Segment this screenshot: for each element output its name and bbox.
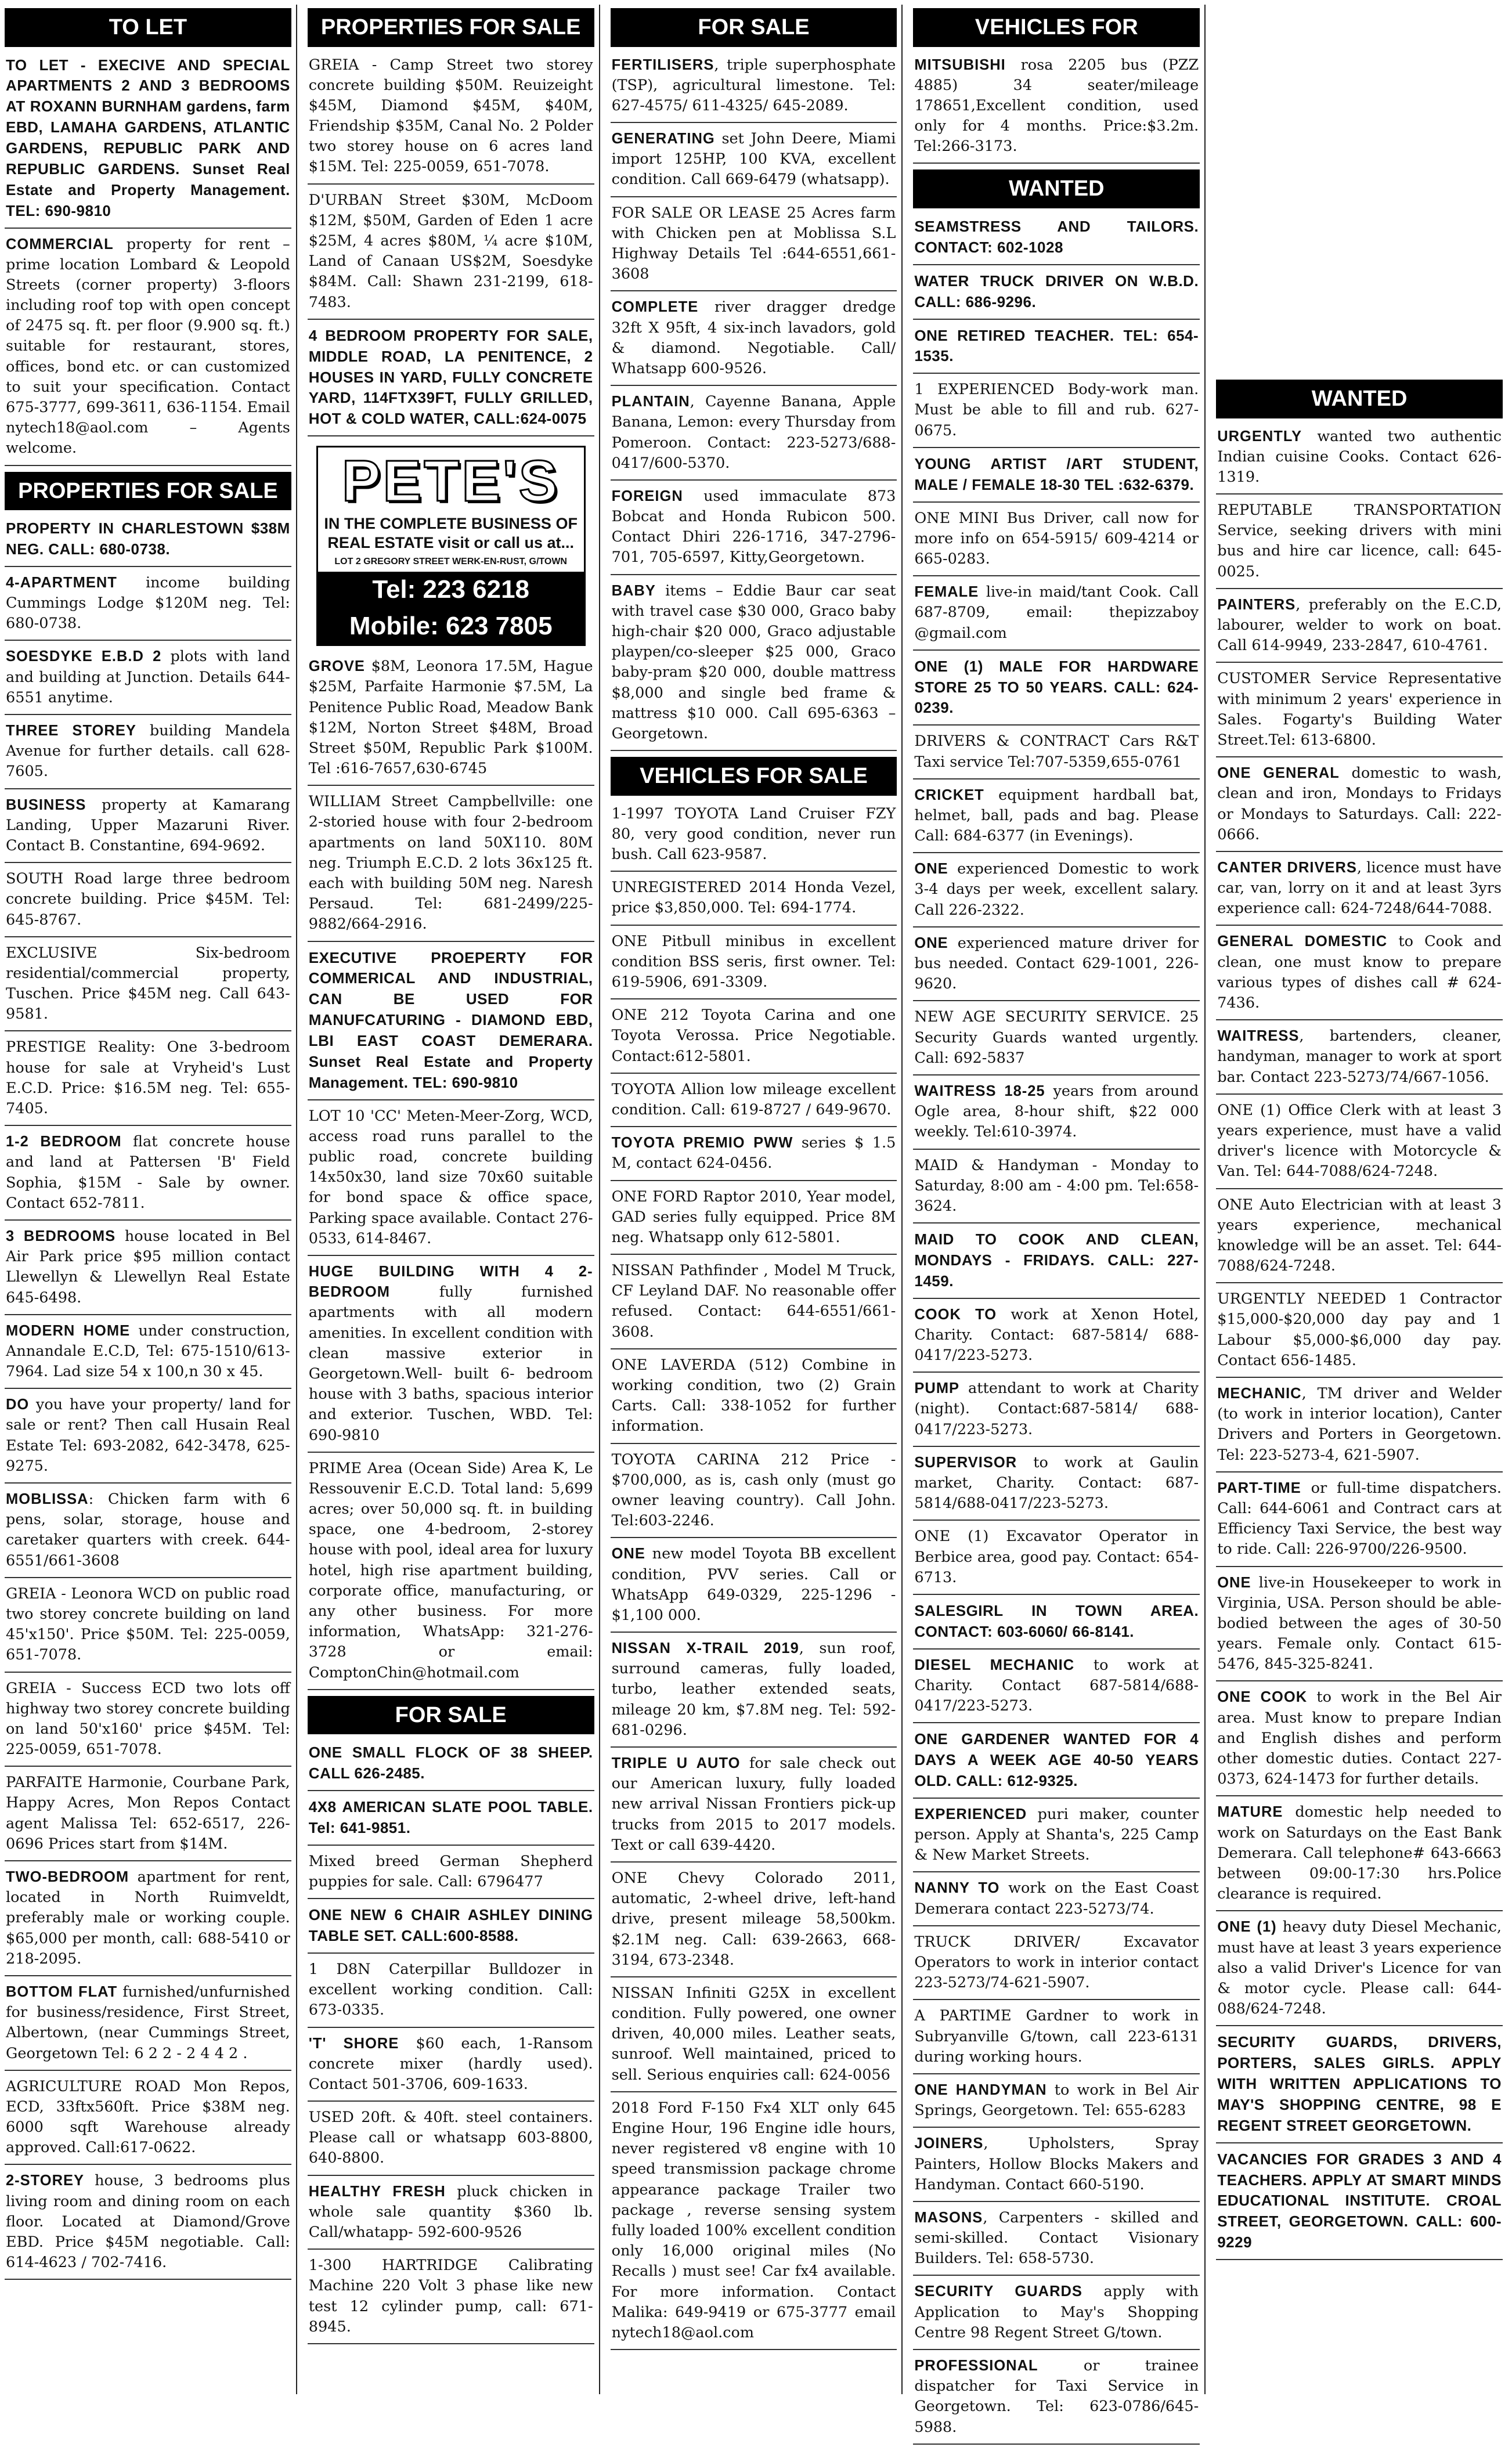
vehicles-list <box>611 800 897 2352</box>
ad-keyword: FEMALE <box>914 584 979 601</box>
ad-keyword: SUPERVISOR <box>914 1454 1017 1471</box>
ad-keyword: MITSUBISHI <box>914 56 1006 73</box>
ad-keyword: PART-TIME <box>1217 1479 1301 1496</box>
ad-keyword: EXPERIENCED <box>914 1806 1027 1822</box>
classified-ad: PART-TIME or full-time dispatchers. Call: 644-6061 and Contract cars at Efficiency Taxi Service, the best way to ride. Call: 226-9700/226-9500. <box>1216 1475 1503 1567</box>
classified-ad: 1-300 HARTRIDGE Calibrating Machine 220 Volt 3 phase like new test 12 cylinder pump, call: 671-8945. <box>308 2252 594 2344</box>
ad-keyword: ONE <box>914 861 948 878</box>
ad-keyword: DO <box>6 1396 30 1413</box>
classified-ad: COMPLETE river dragger dredge 32ft X 95ft, 4 six-inch lavadors, gold & diamond. Negotiable. Call/ Whatsapp 600-9526. <box>611 294 897 386</box>
classified-ad: ONE FORD Raptor 2010, Year model, GAD series fully equipped. Price 8M neg. Whatsapp only 612-5801. <box>611 1183 897 1255</box>
logo-address: LOT 2 GREGORY STREET WERK-EN-RUST, G/TOWN <box>334 556 567 566</box>
classified-ad: COOK TO work at Xenon Hotel, Charity. Contact: 687-5814/ 688-0417/223-5273. <box>913 1301 1200 1373</box>
classified-ad: GENERATING set John Deere, Miami import 125HP, 100 KVA, excellent condition. Call 669-6479 (whatsapp). <box>611 125 897 197</box>
ad-keyword: ONE <box>611 1546 645 1562</box>
classified-ad: MASONS, Carpenters - skilled and semi-skilled. Contact Visionary Builders. Tel: 658-5730. <box>913 2204 1200 2276</box>
classified-ad: THREE STOREY building Mandela Avenue for further details. call 628-7605. <box>5 717 291 789</box>
ad-keyword: MODERN HOME <box>6 1322 131 1339</box>
classified-ad: NEW AGE SECURITY SERVICE. 25 Security Guards wanted urgently. Call: 692-5837 <box>913 1004 1200 1075</box>
ad-keyword: WAITRESS 18-25 <box>914 1082 1045 1099</box>
classified-ad: ONE (1) Excavator Operator in Berbice area, good pay. Contact: 654-6713. <box>913 1523 1200 1595</box>
classified-ad: PROFESSIONAL or trainee dispatcher for Taxi Service in Georgetown. Tel: 623-0786/645-5988. <box>913 2352 1200 2445</box>
classified-ad: ONE GENERAL domestic to wash, clean and iron, Mondays to Fridays or Mondays to Saturdays. Call: 222-0666. <box>1216 760 1503 852</box>
ad-keyword: SOESDYKE E.B.D 2 <box>6 648 162 665</box>
ad-keyword: BUSINESS <box>6 796 86 813</box>
classified-ad: 4X8 AMERICAN SLATE POOL TABLE. Tel: 641-9851. <box>308 1793 594 1846</box>
ad-keyword: JOINERS <box>914 2135 984 2152</box>
classified-ad: ONE LAVERDA (512) Combine in working condition, two (2) Grain Carts. Call: 338-1052 for further information. <box>611 1352 897 1444</box>
column-5 <box>1216 5 1507 2394</box>
classified-ad: SUPERVISOR to work at Gaulin market, Charity. Contact: 687-5814/688-0417/223-5273. <box>913 1449 1200 1521</box>
ad-keyword: PROFESSIONAL <box>914 2358 1038 2374</box>
ad-keyword: NISSAN X-TRAIL 2019 <box>611 1640 799 1657</box>
classified-ad: ONE SMALL FLOCK OF 38 SHEEP. CALL 626-2485. <box>308 1739 594 1791</box>
ad-keyword: THREE STOREY <box>6 723 136 739</box>
section-header-for-sale-2: FOR SALE <box>611 8 897 47</box>
classified-ad: ONE (1) heavy duty Diesel Mechanic, must have at least 3 years experience also a valid Driver's Licence for van & motor cycle. Please call: 644-088/624-7248. <box>1216 1914 1503 2026</box>
classified-ad: MODERN HOME under construction, Annandale E.C.D, Tel: 675-1510/613-7964. Lad size 54 x 100,n 30 x 45. <box>5 1318 291 1389</box>
classified-ad: JOINERS, Upholsters, Spray Painters, Hollow Blocks Makers and Handyman. Contact 660-5190. <box>913 2130 1200 2202</box>
ad-keyword: MOBLISSA <box>6 1491 89 1508</box>
classified-ad: DRIVERS & CONTRACT Cars R&T Taxi service Tel:707-5359,655-0761 <box>913 728 1200 779</box>
classified-ad: FOREIGN used immaculate 873 Bobcat and Honda Rubicon 500. Contact Dhiri 226-1716, 347-2796-701, 705-6597, Kitty,Georgetown. <box>611 483 897 575</box>
classified-ad: CUSTOMER Service Representative with minimum 2 years' experience in Sales. Fogarty's Building Water Street.Tel: 613-6800. <box>1216 665 1503 757</box>
ad-keyword: PLANTAIN <box>611 394 690 410</box>
logo-brand: PETE'S <box>341 449 560 514</box>
ad-keyword: CRICKET <box>914 786 984 803</box>
ad-keyword: URGENTLY <box>1217 428 1302 445</box>
classified-ad: ONE Auto Electrician with at least 3 years experience, mechanical knowledge will be an asset. Tel: 644-7088/624-7248. <box>1216 1192 1503 1284</box>
classified-ad: DIESEL MECHANIC to work at Charity. Contact 687-5814/688-0417/223-5273. <box>913 1652 1200 1724</box>
classifieds-page <box>5 5 1507 2436</box>
classified-ad: 4-APARTMENT income building Cummings Lodge $120M neg. Tel: 680-0738. <box>5 569 291 641</box>
classified-ad: 1 EXPERIENCED Body-work man. Must be able to fill and rub. 627-0675. <box>913 376 1200 448</box>
ad-keyword: MASONS <box>914 2209 983 2226</box>
for-sale-list <box>308 1739 594 2347</box>
classified-ad: USED 20ft. & 40ft. steel containers. Please call or whatsapp 603-8800, 640-8800. <box>308 2104 594 2176</box>
classified-ad: SALESGIRL IN TOWN AREA. CONTACT: 603-6060/ 66-8141. <box>913 1597 1200 1650</box>
classified-ad: ONE (1) Office Clerk with at least 3 years experience, must have a valid driver's licence with Motorcycle & Van. Tel: 644-7088/624-7248. <box>1216 1097 1503 1189</box>
classified-ad: BABY items – Eddie Baur car seat with travel case $30 000, Graco baby high-chair $20 000, Graco adjustable playpen/co-sleeper $25 000, Graco baby-pram $20 000, double mattress $8,000 and single bed frame & mattress $10 000. Call 695-6363 – Georgetown. <box>611 578 897 752</box>
classified-ad: AGRICULTURE ROAD Mon Repos, ECD, 33ftx560ft. Price $38M neg. 6000 sqft Warehouse already approved. Call:617-0622. <box>5 2073 291 2166</box>
ad-keyword: ONE GENERAL <box>1217 765 1340 782</box>
classified-ad: ONE new model Toyota BB excellent condition, PVV series. Call or WhatsApp 649-0329, 225-1296 - $1,100 000. <box>611 1540 897 1633</box>
classified-ad: 2018 Ford F-150 Fx4 XLT only 645 Engine Hour, 196 Engine idle hours, never registered v8 engine with 10 speed transmission package chrome appearance package Trailer two package , reverse sensing system fully loaded 100% excellent condition only 16,000 original miles (No Recalls ) must see! Car fx4 available. For more information. Contact Malika: 649-9419 or 675-3777 email nytech18@aol.com <box>611 2095 897 2350</box>
classified-ad: 1-2 BEDROOM flat concrete house and land at Pattersen 'B' Field Sophia, $15M - Sale by owner. Contact 652-7811. <box>5 1128 291 1221</box>
classified-ad: TWO-BEDROOM apartment for rent, located in North Ruimveldt, preferably male or working couple. $65,000 per month, call: 688-5410 or 218-2095. <box>5 1864 291 1976</box>
classified-ad: URGENTLY NEEDED 1 Contractor $15,000-$20,000 day pay and 1 Labour $5,000-$6,000 day pay. Contact 656-1485. <box>1216 1286 1503 1378</box>
properties-list-bottom <box>308 653 594 1692</box>
section-header-wanted-2: WANTED <box>1216 380 1503 418</box>
classified-ad: 'T' SHORE $60 each, 1-Ransom concrete mixer (hardly used). Contact 501-3706, 609-1633. <box>308 2030 594 2102</box>
ad-keyword: ONE HANDYMAN <box>914 2081 1047 2098</box>
classified-ad: HEALTHY FRESH pluck chicken in whole sale quantity $360 lb. Call/whatapp- 592-600-9526 <box>308 2178 594 2250</box>
classified-ad: PLANTAIN, Cayenne Banana, Apple Banana, Lemon: every Thursday from Pomeroon. Contact: 223-5273/688-0417/600-5370. <box>611 388 897 481</box>
wanted-list-2 <box>1216 423 1503 2263</box>
classified-ad: SECURITY GUARDS apply with Application to May's Shopping Centre 98 Regent Street G/town. <box>913 2278 1200 2350</box>
ad-keyword: WAITRESS <box>1217 1028 1300 1045</box>
classified-ad: MITSUBISHI rosa 2205 bus (PZZ 4885) 34 seater/mileage 178651,Excellent condition, used only for 4 months. Price:$3.2m. Tel:266-3173. <box>913 52 1200 164</box>
classified-ad: 2-STOREY house, 3 bedrooms plus living room and dining room on each floor. Located at Diamond/Grove EBD. Price $45M negotiable. Call: 614-4623 / 702-7416. <box>5 2167 291 2280</box>
classified-ad: D'URBAN Street $30M, McDoom $12M, $50M, Garden of Eden 1 acre $25M, 4 acres $80M, ¼ acre $10M, Land of Canaan US$2M, Soesdyke $84M. Call: Shawn 231-2199, 618-7483. <box>308 187 594 320</box>
classified-ad: TOYOTA PREMIO PWW series $ 1.5 M, contact 624-0456. <box>611 1129 897 1181</box>
classified-ad: TO LET - EXECIVE AND SPECIAL APARTMENTS 2 AND 3 BEDROOMS AT ROXANN BURNHAM gardens, farm EBD, LAMAHA GARDENS, ATLANTIC GARDENS, REPUBLIC PARK AND REPUBLIC GARDENS. Sunset Real Estate and Property Management. TEL: 690-9810 <box>5 52 291 229</box>
properties-list <box>5 515 291 2282</box>
classified-ad: ONE (1) MALE FOR HARDWARE STORE 25 TO 50 YEARS. CALL: 624-0239. <box>913 653 1200 726</box>
classified-ad: SECURITY GUARDS, DRIVERS, PORTERS, SALES GIRLS. APPLY WITH WRITTEN APPLICATIONS TO MAY'S SHOPPING CENTRE, 98 E REGENT STREET GEORGETOWN. <box>1216 2029 1503 2143</box>
ad-keyword: BOTTOM FLAT <box>6 1983 118 2000</box>
logo-tel: Tel: 223 6218 <box>318 572 584 608</box>
ad-keyword: BABY <box>611 582 656 599</box>
classified-ad: ONE Pitbull minibus in excellent condition BSS seris, first owner. Tel: 619-5906, 691-3309. <box>611 928 897 1000</box>
ad-keyword: MECHANIC <box>1217 1385 1302 1402</box>
ad-keyword: HUGE BUILDING WITH 4 2- BEDROOM <box>308 1264 593 1301</box>
ad-keyword: ONE (1) <box>1217 1919 1277 1936</box>
classified-ad: MECHANIC, TM driver and Welder (to work in interior location), Canter Drivers and Porters in Georgetown. Tel: 223-5273-4, 621-5907. <box>1216 1380 1503 1472</box>
classified-ad: EXCLUSIVE Six-bedroom residential/commercial property, Tuschen. Price $45M neg. Call 643-9581. <box>5 940 291 1032</box>
logo-tagline: IN THE COMPLETE BUSINESS OF REAL ESTATE visit or call us at... <box>324 515 578 551</box>
ad-keyword: ONE <box>914 934 948 951</box>
classified-ad: ONE experienced Domestic to work 3-4 days per week, excellent salary. Call 226-2322. <box>913 856 1200 927</box>
wanted-list <box>913 213 1200 2447</box>
classified-ad: NISSAN Pathfinder , Model M Truck, CF Leyland DAF. No reasonable offer refused. Contact: 644-6551/661-3608. <box>611 1257 897 1349</box>
classified-ad: URGENTLY wanted two authentic Indian cuisine Cooks. Contact 626-1319. <box>1216 423 1503 495</box>
classified-ad: COMMERCIAL property for rent – prime location Lombard & Leopold Streets (corner property) 3-floors including roof top with open concept of 2475 sq. ft. per floor (9.900 sq. ft.) suitable for restaurant, stores, offices, bond etc. or can customized to suit your specification. Contact 675-3777, 699-3611, 636-1154. Email nytech18@aol.com – Agents welcome. <box>5 231 291 466</box>
classified-ad: WILLIAM Street Campbellville: one 2-storied house with four 2-bedroom apartments on land 50X110. 80M neg. Triumph E.C.D. 2 lots 36x125 ft. each with building 50M neg. Naresh Persaud. Tel: 681-2499/225-9882/664-2916. <box>308 788 594 941</box>
section-header-vehicles-for-sale: VEHICLES FOR SALE <box>611 757 897 796</box>
classified-ad: BOTTOM FLAT furnished/unfurnished for business/residence, First Street, Albertown, (near Cummings Street, Georgetown Tel: 6 2 2 - 2 4 4 2 . <box>5 1979 291 2071</box>
classified-ad: MATURE domestic help needed to work on Saturdays on the East Bank Demerara. Call telephone# 643-6663 between 09:00-17:30 hrs.Police clearance is required. <box>1216 1799 1503 1911</box>
ad-keyword: TWO-BEDROOM <box>6 1869 129 1886</box>
logo-mobile: Mobile: 623 7805 <box>318 608 584 645</box>
classified-ad: ONE experienced mature driver for bus needed. Contact 629-1001, 226-9620. <box>913 930 1200 1002</box>
classified-ad: DO you have your property/ land for sale or rent? Then call Husain Real Estate Tel: 693-2082, 642-3478, 625-9275. <box>5 1391 291 1484</box>
classified-ad: CANTER DRIVERS, licence must have car, van, lorry on it and at least 3yrs experience call: 624-7248/644-7088. <box>1216 854 1503 926</box>
column-4 <box>913 5 1206 2436</box>
classified-ad: GREIA - Success ECD two lots off highway two storey concrete building on land 50'x160' price $45M. Tel: 225-0059, 651-7078. <box>5 1675 291 1767</box>
ad-keyword: HEALTHY FRESH <box>308 2183 446 2200</box>
classified-ad: REPUTABLE TRANSPORTATION Service, seeking drivers with mini bus and hire car licence, call: 645-0025. <box>1216 497 1503 589</box>
properties-list-top <box>308 52 594 439</box>
classified-ad: ONE Chevy Colorado 2011, automatic, 2-wheel drive, left-hand drive, present mileage 58,500km. $2.1M neg. Call: 639-2663, 668-3194, 673-2348. <box>611 1865 897 1977</box>
ad-keyword: 4-APARTMENT <box>6 574 117 591</box>
classified-ad: 4 BEDROOM PROPERTY FOR SALE, MIDDLE ROAD, LA PENITENCE, 2 HOUSES IN YARD, FULLY CONCRETE YARD, 114FTX39FT, FULLY GRILLED, HOT & COLD WATER, CALL:624-0075 <box>308 322 594 436</box>
ad-keyword: COMPLETE <box>611 299 699 316</box>
classified-ad: 1-1997 TOYOTA Land Cruiser FZY 80, very good condition, never run bush. Call 623-9587. <box>611 800 897 872</box>
column-2 <box>308 5 600 2394</box>
classified-ad: WAITRESS, bartenders, cleaner, handyman, manager to work at sport bar. Contact 223-5273/74/667-1056. <box>1216 1023 1503 1095</box>
classified-ad: PARFAITE Harmonie, Courbane Park, Happy Acres, Mon Repos Contact agent Malissa Tel: 652-6517, 226-0696 Prices start from $14M. <box>5 1769 291 1861</box>
classified-ad: 1 D8N Caterpillar Bulldozer in excellent working condition. Call: 673-0335. <box>308 1956 594 2028</box>
ad-keyword: NANNY TO <box>914 1880 1000 1897</box>
classified-ad: ONE NEW 6 CHAIR ASHLEY DINING TABLE SET. CALL:600-8588. <box>308 1901 594 1954</box>
ad-keyword: DIESEL MECHANIC <box>914 1656 1075 1673</box>
ad-keyword: 1-2 BEDROOM <box>6 1134 122 1150</box>
ad-keyword: FERTILISERS <box>611 56 714 73</box>
classified-ad: WATER TRUCK DRIVER ON W.B.D. CALL: 686-9296. <box>913 268 1200 320</box>
section-header-vehicles-for: VEHICLES FOR <box>913 8 1200 47</box>
classified-ad: FOR SALE OR LEASE 25 Acres farm with Chicken pen at Moblissa S.L Highway Details Tel :644-6551,661-3608 <box>611 200 897 292</box>
classified-ad: TOYOTA Allion low mileage excellent condition. Call: 619-8727 / 649-9670. <box>611 1076 897 1127</box>
classified-ad: MOBLISSA: Chicken farm with 6 pens, solar, storage, house and caretaker quarters with creek. 644-6551/661-3608 <box>5 1486 291 1578</box>
classified-ad: PAINTERS, preferably on the E.C.D, labourer, welder to work on boat. Call 614-9949, 233-2847, 610-4761. <box>1216 591 1503 663</box>
classified-ad: FEMALE live-in maid/tant Cook. Call 687-8709, email: thepizzaboy @gmail.com <box>913 579 1200 651</box>
ad-keyword: COOK TO <box>914 1306 997 1323</box>
classified-ad: GENERAL DOMESTIC to Cook and clean, one must know to prepare various types of dishes call # 624-7436. <box>1216 928 1503 1020</box>
classified-ad: ONE COOK to work in the Bel Air area. Must know to prepare Indian and English dishes and perform other domestic duties. Contact 227-0373, 624-1473 for further details. <box>1216 1684 1503 1796</box>
classified-ad: YOUNG ARTIST /ART STUDENT, MALE / FEMALE 18-30 TEL :632-6379. <box>913 450 1200 503</box>
classified-ad: SEAMSTRESS AND TAILORS. CONTACT: 602-1028 <box>913 213 1200 265</box>
classified-ad: ONE live-in Housekeeper to work in Virginia, USA. Person should be able-bodied between the ages of 30-50 years. Female only. Contact 615-5476, 845-325-8241. <box>1216 1569 1503 1682</box>
section-header-properties-for-sale-2: PROPERTIES FOR SALE <box>308 8 594 47</box>
ad-keyword: ONE COOK <box>1217 1689 1308 1706</box>
classified-ad: ONE 212 Toyota Carina and one Toyota Verossa. Price Negotiable. Contact:612-5801. <box>611 1002 897 1074</box>
ad-keyword: 'T' SHORE <box>308 2035 399 2052</box>
section-header-wanted: WANTED <box>913 169 1200 208</box>
classified-ad: UNREGISTERED 2014 Honda Vezel, price $3,850,000. Tel: 694-1774. <box>611 874 897 925</box>
ad-keyword: MATURE <box>1217 1804 1283 1821</box>
classified-ad: TRUCK DRIVER/ Excavator Operators to work in interior contact 223-5273/74-621-5907. <box>913 1929 1200 2001</box>
section-header-for-sale: FOR SALE <box>308 1696 594 1735</box>
classified-ad: 3 BEDROOMS house located in Bel Air Park price $95 million contact Llewellyn & Llewellyn Real Estate 645-6498. <box>5 1223 291 1315</box>
ad-keyword: COMMERCIAL <box>6 236 114 252</box>
classified-ad: MAID & Handyman - Monday to Saturday, 8:00 am - 4:00 pm. Tel:658-3624. <box>913 1152 1200 1224</box>
ad-keyword: 2-STOREY <box>6 2172 85 2189</box>
classified-ad: ONE RETIRED TEACHER. TEL: 654-1535. <box>913 322 1200 374</box>
classified-ad: GREIA - Leonora WCD on public road two storey concrete building on land 45'x150'. Price $50M. Tel: 225-0059, 651-7078. <box>5 1580 291 1673</box>
classified-ad: NANNY TO work on the East Coast Demerara contact 223-5273/74. <box>913 1875 1200 1926</box>
classified-ad: ONE HANDYMAN to work in Bel Air Springs, Georgetown. Tel: 655-6283 <box>913 2077 1200 2128</box>
classified-ad: TOYOTA CARINA 212 Price - $700,000, as is, cash only (must go owner leaving country). Call John. Tel:603-2246. <box>611 1446 897 1539</box>
classified-ad: NISSAN Infiniti G25X in excellent condition. Fully powered, one owner driven, 40,000 miles. Leather seats, sunroof. Well maintained, priced to sell. Serious enquiries call: 624-0056 <box>611 1980 897 2092</box>
section-header-to-let: TO LET <box>5 8 291 47</box>
classified-ad: SOESDYKE E.B.D 2 plots with land and building at Junction. Details 644-6551 anytime. <box>5 643 291 715</box>
column-spacer <box>1216 5 1503 376</box>
ad-keyword: ONE <box>1217 1574 1251 1591</box>
classified-ad: ONE GARDENER WANTED FOR 4 DAYS A WEEK AGE 40-50 YEARS OLD. CALL: 612-9325. <box>913 1726 1200 1799</box>
ad-keyword: CANTER DRIVERS <box>1217 859 1357 876</box>
ad-keyword: TRIPLE U AUTO <box>611 1755 741 1772</box>
classified-ad: NISSAN X-TRAIL 2019, sun roof, surround cameras, fully loaded, turbo, leather extended seats, mileage 20 km, $7.8M neg. Tel: 592-681-0296. <box>611 1635 897 1748</box>
classified-ad: SOUTH Road large three bedroom concrete building. Price $45M. Tel: 645-8767. <box>5 865 291 937</box>
classified-ad: TRIPLE U AUTO for sale check out our American luxury, fully loaded new arrival Nissan Frontiers pick-up trucks from 2015 to 2017 models. Text or call 639-4420. <box>611 1750 897 1863</box>
classified-ad: BUSINESS property at Kamarang Landing, Upper Mazaruni River. Contact B. Constantine, 694-9692. <box>5 792 291 864</box>
vehicles-list-2 <box>913 52 1200 167</box>
classified-ad: PUMP attendant to work at Charity (night). Contact:687-5814/ 688-0417/223-5273. <box>913 1375 1200 1447</box>
classified-ad: HUGE BUILDING WITH 4 2- BEDROOM fully furnished apartments with all modern amenities. In excellent condition with clean massive exterior in Georgetown.Well- built 6- bedroom house with 3 baths, spacious interior and exterior. Tuschen, WBD. Tel: 690-9810 <box>308 1258 594 1453</box>
ad-keyword: GENERATING <box>611 131 715 147</box>
ad-keyword: FOREIGN <box>611 488 683 504</box>
ad-keyword: GENERAL DOMESTIC <box>1217 933 1388 950</box>
for-sale-list-2 <box>611 52 897 754</box>
classified-ad: GROVE $8M, Leonora 17.5M, Hague $25M, Parfaite Harmonie $7.5M, La Penitence Public Road, Meadow Bank $12M, Norton Street $48M, Broad Street $50M, Republic Park $100M. Tel :616-7657,630-6745 <box>308 653 594 786</box>
classified-ad: EXECUTIVE PROEPERTY FOR COMMERICAL AND INDUSTRIAL, CAN BE USED FOR MANUFCATURING - DIAMOND EBD, LBI EAST COAST DEMERARA. Sunset Real Estate and Property Management. TEL: 690-9810 <box>308 944 594 1100</box>
classified-ad: LOT 10 'CC' Meten-Meer-Zorg, WCD, access road runs parallel to the public road, concrete building 14x50x30, land size 70x60 suitable for bond space & office space, Parking space available. Contact 276-0533, 614-8467. <box>308 1103 594 1256</box>
ad-keyword: 3 BEDROOMS <box>6 1228 116 1244</box>
classified-ad: VACANCIES FOR GRADES 3 AND 4 TEACHERS. APPLY AT SMART MINDS EDUCATIONAL INSTITUTE. CROAL STREET, GEORGETOWN. CALL: 600-9229 <box>1216 2146 1503 2260</box>
classified-ad: CRICKET equipment hardball bat, helmet, ball, pads and bag. Please Call: 684-6377 (in Evenings). <box>913 782 1200 854</box>
classified-ad: A PARTIME Gardner to work in Subryanville G/town, call 223-6131 during working hours. <box>913 2002 1200 2074</box>
section-header-properties-for-sale: PROPERTIES FOR SALE <box>5 472 291 511</box>
to-let-list <box>5 52 291 468</box>
classified-ad: WAITRESS 18-25 years from around Ogle area, 8-hour shift, $22 000 weekly. Tel:610-3974. <box>913 1078 1200 1150</box>
classified-ad: PROPERTY IN CHARLESTOWN $38M NEG. CALL: 680-0738. <box>5 515 291 567</box>
petes-real-estate-logo <box>316 446 586 646</box>
ad-keyword: GROVE <box>308 658 365 675</box>
ad-keyword: TOYOTA PREMIO PWW <box>611 1135 793 1152</box>
classified-ad: GREIA - Camp Street two storey concrete building $50M. Reuizeight $45M, Diamond $45M, $40M, Friendship $35M, Canal No. 2 Polder two storey house on 6 acres land $15M. Tel: 225-0059, 651-7078. <box>308 52 594 185</box>
classified-ad: FERTILISERS, triple superphosphate (TSP), agricultural limestone. Tel: 627-4575/ 611-4325/ 645-2089. <box>611 52 897 124</box>
column-3 <box>611 5 903 2394</box>
classified-ad: MAID TO COOK AND CLEAN, MONDAYS - FRIDAYS. CALL: 227-1459. <box>913 1226 1200 1299</box>
ad-keyword: PUMP <box>914 1380 960 1397</box>
classified-ad: Mixed breed German Shepherd puppies for sale. Call: 6796477 <box>308 1848 594 1899</box>
classified-ad: EXPERIENCED puri maker, counter person. Apply at Shanta's, 225 Camp & New Market Streets. <box>913 1801 1200 1873</box>
classified-ad: ONE MINI Bus Driver, call now for more info on 654-5915/ 609-4214 or 665-0283. <box>913 505 1200 577</box>
classified-ad: PRIME Area (Ocean Side) Area K, Le Ressouvenir E.C.D. Total land: 5,699 acres; over 50,000 sq. ft. in building space, one 4-bedroom, 2-storey house with pool, ideal area for luxury hotel, high rise apartment building, corporate office, manufacturing, or any other business. For more information, WhatsApp: 321-276-3728 or email: ComptonChin@hotmail.com <box>308 1455 594 1690</box>
ad-keyword: SECURITY GUARDS <box>914 2283 1082 2300</box>
classified-ad: PRESTIGE Reality: One 3-bedroom house for sale at Vryheid's Lust E.C.D. Price: $16.5M neg. Tel: 655-7405. <box>5 1034 291 1126</box>
ad-keyword: PAINTERS <box>1217 596 1296 613</box>
column-1 <box>5 5 297 2394</box>
